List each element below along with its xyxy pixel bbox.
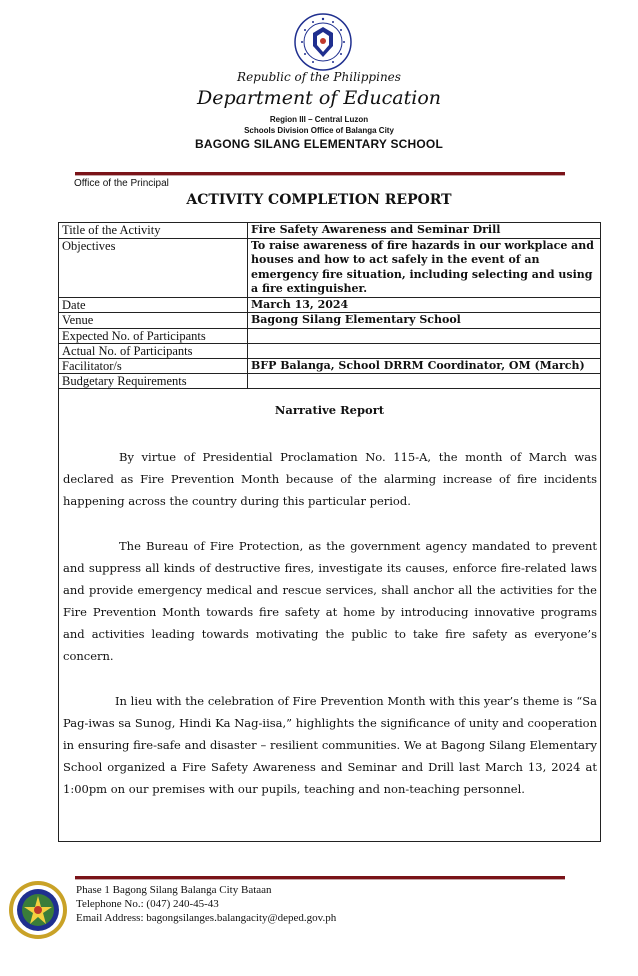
footer-telephone: Telephone No.: (047) 240-45-43 xyxy=(76,898,219,910)
row-value: BFP Balanga, School DRRM Coordinator, OM (March) xyxy=(248,358,601,374)
row-label: Actual No. of Participants xyxy=(59,343,248,358)
deped-seal-logo xyxy=(294,13,352,71)
row-value: Fire Safety Awareness and Seminar Drill xyxy=(248,223,601,239)
narrative-paragraph: In lieu with the celebration of Fire Prevention Month with this year’s theme is “Sa Pag-iwas sa Sunog, Hindi Ka Nag-iisa,” highlights the significance of unity and cooperation in ensuring fire-safe and disaster – resilient communities. We at Bagong Silang Elementary School organized a Fire Safety Awareness and Seminar and Drill last March 13, 2024 at 1:00pm on our premises with our pupils, teaching and non-teaching personnel. xyxy=(63,694,597,796)
department-name: Department of Education xyxy=(197,87,441,109)
row-label: Objectives xyxy=(59,238,248,297)
office-label: Office of the Principal xyxy=(74,178,169,189)
row-value: Bagong Silang Elementary School xyxy=(248,313,601,329)
row-value: To raise awareness of fire hazards in our workplace and houses and how to act safely in the event of an emergency fire situation, including selecting and using a fire extinguisher. xyxy=(248,238,601,297)
table-row xyxy=(59,238,601,297)
report-title: ACTIVITY COMPLETION REPORT xyxy=(186,192,452,208)
table-row xyxy=(59,328,601,343)
row-label: Budgetary Requirements xyxy=(59,374,248,389)
table-row xyxy=(59,358,601,374)
narrative-title: Narrative Report xyxy=(274,403,385,417)
region-line: Region III – Central Luzon xyxy=(269,115,369,124)
division-line: Schools Division Office of Balanga City xyxy=(244,126,394,135)
school-seal-logo xyxy=(8,880,68,940)
table-row xyxy=(59,297,601,313)
narrative-paragraph: By virtue of Presidential Proclamation No. 115-A, the month of March was declared as Fire Prevention Month because of the alarming increase of fire incidents happening across the country during this particular period. xyxy=(63,450,597,508)
footer-email: Email Address: bagongsilanges.balangacity@deped.gov.ph xyxy=(76,912,337,924)
row-value: March 13, 2024 xyxy=(248,297,601,313)
footer-address: Phase 1 Bagong Silang Balanga City Bataan xyxy=(76,884,272,896)
row-value xyxy=(248,374,601,389)
row-label: Expected No. of Participants xyxy=(59,328,248,343)
school-name: BAGONG SILANG ELEMENTARY SCHOOL xyxy=(195,137,443,151)
footer-divider xyxy=(75,876,565,880)
row-value xyxy=(248,328,601,343)
row-label: Title of the Activity xyxy=(59,223,248,239)
table-row xyxy=(59,343,601,358)
narrative-paragraph: The Bureau of Fire Protection, as the government agency mandated to prevent and suppress all kinds of destructive fires, investigate its causes, enforce fire-related laws and provide emergency medical and rescue services, shall anchor all the activities for the Fire Prevention Month towards fire safety at home by introducing innovative programs and activities leading towards motivating the public to take fire safety as everyone’s concern. xyxy=(63,539,597,663)
row-label: Venue xyxy=(59,313,248,329)
table-row xyxy=(59,223,601,239)
activity-info-table xyxy=(58,222,601,389)
row-label: Date xyxy=(59,297,248,313)
table-row xyxy=(59,374,601,389)
row-label: Facilitator/s xyxy=(59,358,248,374)
header-divider xyxy=(75,172,565,176)
republic-line: Republic of the Philippines xyxy=(237,70,401,84)
row-value xyxy=(248,343,601,358)
table-row xyxy=(59,313,601,329)
